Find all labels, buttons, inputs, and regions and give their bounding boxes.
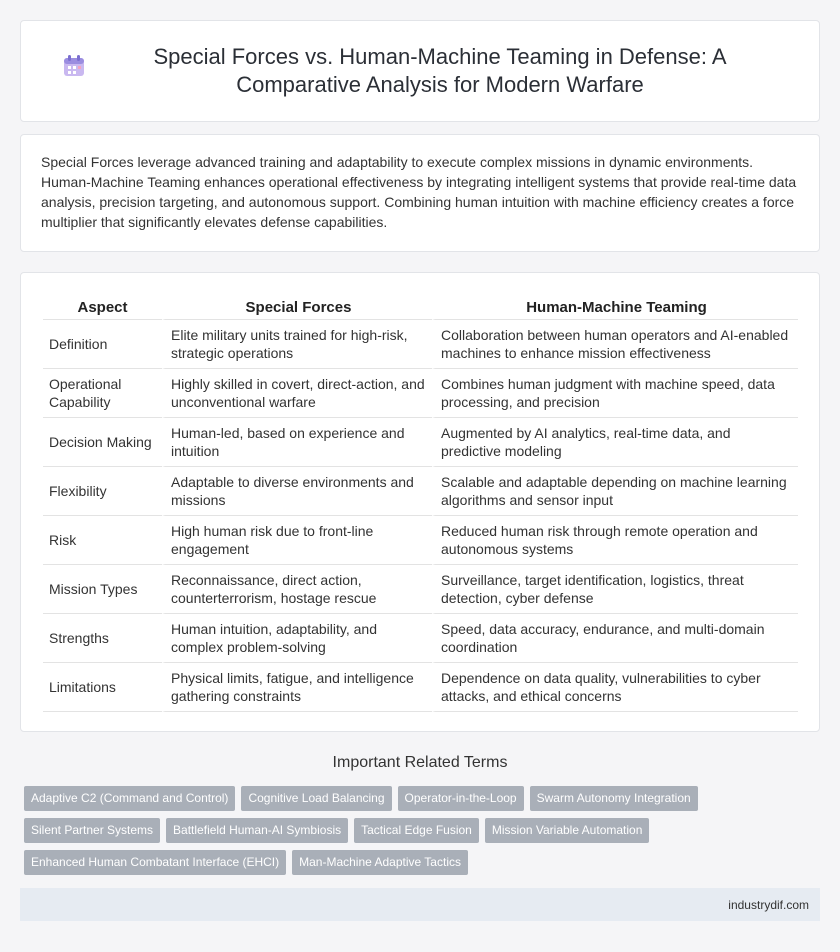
intro-text: Special Forces leverage advanced training and adaptability to execute complex missions in dynamic environments. Human-Machine Teaming enhances operational effectiveness by integrating intelligent systems that provide real-time data analysis, precision targeting, and autonomous support. Combining human intuition with machine efficiency creates a force multiplier that significantly elevates defense capabilities. [41, 154, 797, 230]
related-terms-section [20, 752, 820, 882]
row-aspect: Definition [43, 320, 162, 369]
row-special-forces: Adaptable to diverse environments and missions [162, 467, 432, 516]
table-row [43, 320, 798, 369]
term-tag[interactable]: Mission Variable Automation [485, 818, 650, 843]
table-header-row [43, 293, 798, 320]
row-human-machine: Augmented by AI analytics, real-time data, and predictive modeling [432, 418, 798, 467]
table-row [43, 369, 798, 418]
tag-row [24, 850, 820, 875]
term-tag[interactable]: Battlefield Human-AI Symbiosis [166, 818, 348, 843]
term-tag[interactable]: Cognitive Load Balancing [241, 786, 391, 811]
row-special-forces: Human intuition, adaptability, and complex problem-solving [162, 614, 432, 663]
row-human-machine: Combines human judgment with machine speed, data processing, and precision [432, 369, 798, 418]
related-terms-tags [20, 786, 820, 875]
intro-card [20, 134, 820, 252]
row-human-machine: Surveillance, target identification, logistics, threat detection, cyber defense [432, 565, 798, 614]
term-tag[interactable]: Silent Partner Systems [24, 818, 160, 843]
row-special-forces: High human risk due to front-line engagement [162, 516, 432, 565]
term-tag[interactable]: Tactical Edge Fusion [354, 818, 479, 843]
row-special-forces: Reconnaissance, direct action, counterterrorism, hostage rescue [162, 565, 432, 614]
row-human-machine: Collaboration between human operators and AI-enabled machines to enhance mission effectiveness [432, 320, 798, 369]
row-human-machine: Scalable and adaptable depending on machine learning algorithms and sensor input [432, 467, 798, 516]
header-human-machine-teaming: Human-Machine Teaming [432, 293, 798, 320]
term-tag[interactable]: Enhanced Human Combatant Interface (EHCI) [24, 850, 286, 875]
row-human-machine: Dependence on data quality, vulnerabilities to cyber attacks, and ethical concerns [432, 663, 798, 712]
row-aspect: Decision Making [43, 418, 162, 467]
tag-row [24, 818, 820, 843]
comparison-table [43, 293, 798, 712]
row-special-forces: Highly skilled in covert, direct-action, and unconventional warfare [162, 369, 432, 418]
term-tag[interactable]: Operator-in-the-Loop [398, 786, 524, 811]
row-aspect: Limitations [43, 663, 162, 712]
page-title: Special Forces vs. Human-Machine Teaming in Defense: A Comparative Analysis for Modern Warfare [153, 44, 727, 97]
table-row [43, 516, 798, 565]
row-aspect: Strengths [43, 614, 162, 663]
row-aspect: Flexibility [43, 467, 162, 516]
footer-site[interactable]: industrydif.com [728, 897, 809, 912]
row-human-machine: Reduced human risk through remote operation and autonomous systems [432, 516, 798, 565]
title-card [20, 20, 820, 122]
row-human-machine: Speed, data accuracy, endurance, and multi-domain coordination [432, 614, 798, 663]
row-special-forces: Physical limits, fatigue, and intelligence gathering constraints [162, 663, 432, 712]
footer [20, 888, 820, 921]
table-row [43, 467, 798, 516]
table-row [43, 418, 798, 467]
header-aspect: Aspect [43, 293, 162, 320]
row-aspect: Risk [43, 516, 162, 565]
tag-row [24, 786, 820, 811]
comparison-table-card [20, 272, 820, 732]
header-special-forces: Special Forces [162, 293, 432, 320]
term-tag[interactable]: Swarm Autonomy Integration [530, 786, 698, 811]
row-special-forces: Elite military units trained for high-risk, strategic operations [162, 320, 432, 369]
term-tag[interactable]: Man-Machine Adaptive Tactics [292, 850, 468, 875]
row-aspect: Mission Types [43, 565, 162, 614]
term-tag[interactable]: Adaptive C2 (Command and Control) [24, 786, 235, 811]
table-row [43, 565, 798, 614]
row-aspect: Operational Capability [43, 369, 162, 418]
table-row [43, 614, 798, 663]
table-row [43, 663, 798, 712]
related-terms-heading: Important Related Terms [332, 754, 508, 771]
row-special-forces: Human-led, based on experience and intuition [162, 418, 432, 467]
calendar-icon [61, 53, 87, 79]
